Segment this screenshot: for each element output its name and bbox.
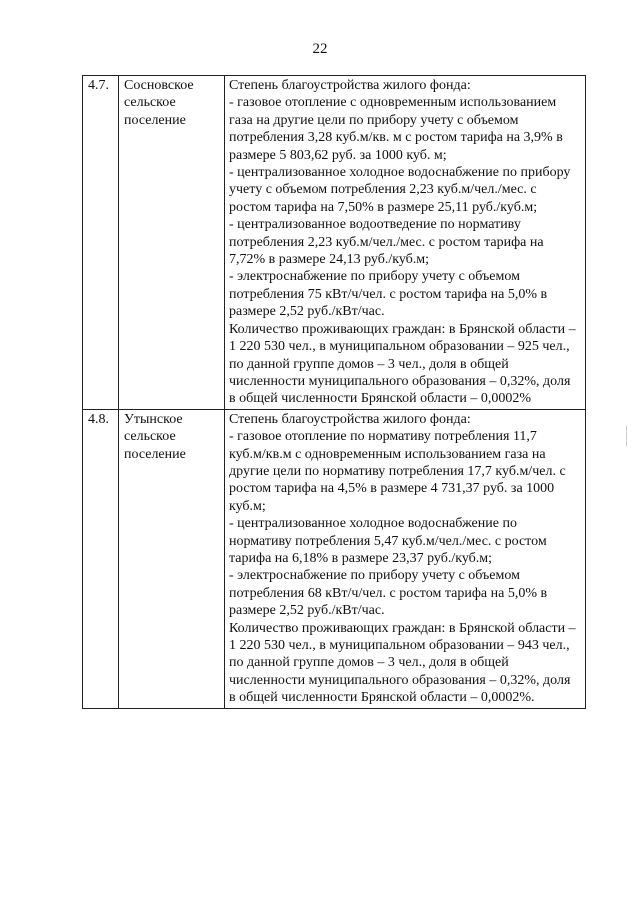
settlement-name: Сосновское сельское поселение xyxy=(119,76,225,410)
description-line: 1 220 530 чел., в муниципальном образовании – 943 чел., xyxy=(229,638,570,653)
description-line: - централизованное холодное водоснабжение по xyxy=(229,516,517,532)
description-line: учету с объемом потребления 2,23 куб.м/чел./мес. с xyxy=(229,182,537,198)
description-line: по данной группе домов – 3 чел., доля в общей xyxy=(229,356,509,372)
description-line: куб.м; xyxy=(229,498,266,514)
description-line: куб.м/кв.м с одновременным использованием газа на xyxy=(229,446,546,462)
description-line: - централизованное водоотведение по нормативу xyxy=(229,217,521,233)
tariff-description xyxy=(225,409,586,708)
scan-margin-mark xyxy=(626,426,627,446)
description-line: Степень благоустройства жилого фонда: xyxy=(229,78,471,93)
table-row xyxy=(83,76,586,410)
description-line: численности муниципального образования – 0,32%, доля xyxy=(229,373,571,389)
description-line: по данной группе домов – 3 чел., доля в общей xyxy=(229,655,509,671)
row-number: 4.8. xyxy=(83,409,119,708)
description-line: тарифа на 6,18% в размере 23,37 руб./куб.м; xyxy=(229,550,493,566)
settlement-name: Утынское сельское поселение xyxy=(119,409,225,708)
description-line: размере 2,52 руб./кВт/час. xyxy=(229,603,385,619)
table-row xyxy=(83,409,586,708)
description-line: 1 220 530 чел., в муниципальном образовании – 925 чел., xyxy=(229,339,570,355)
description-line: размере 5 803,62 руб. за 1000 куб. м; xyxy=(229,147,447,163)
description-line: ростом тарифа на 7,50% в размере 25,11 руб./куб.м; xyxy=(229,199,538,215)
description-line: численности муниципального образования – 0,32%, доля xyxy=(229,672,571,688)
description-line: потребления 2,23 куб.м/чел./мес. с ростом тарифа на xyxy=(229,234,544,250)
table-body xyxy=(83,76,586,709)
description-line: Количество проживающих граждан: в Брянской области – xyxy=(229,620,576,636)
description-line: другие цели по нормативу потребления 17,7 куб.м/чел. с xyxy=(229,463,566,479)
description-line: - газовое отопление по нормативу потребления 11,7 xyxy=(229,429,537,445)
description-line: - электроснабжение по прибору учету с объемом xyxy=(229,568,520,584)
description-line: ростом тарифа на 4,5% в размере 4 731,37 руб. за 1000 xyxy=(229,481,555,497)
description-line: в общей численности Брянской области – 0,0002%. xyxy=(229,690,535,706)
description-line: 7,72% в размере 24,13 руб./куб.м; xyxy=(229,252,430,268)
description-line: Количество проживающих граждан: в Брянской области – xyxy=(229,321,576,337)
description-line: - централизованное холодное водоснабжение по прибору xyxy=(229,165,571,181)
row-number: 4.7. xyxy=(83,76,119,410)
tariff-table xyxy=(82,75,586,709)
description-line: потребления 3,28 куб.м/кв. м с ростом тарифа на 3,9% в xyxy=(229,130,563,146)
page-number: 22 xyxy=(312,41,328,57)
description-line: в общей численности Брянской области – 0,0002% xyxy=(229,391,532,407)
description-line: нормативу потребления 5,47 куб.м/чел./мес. с ростом xyxy=(229,533,547,549)
description-line: газа на другие цели по прибору учету с объемом xyxy=(229,112,519,128)
description-line: потребления 75 кВт/ч/чел. с ростом тарифа на 5,0% в xyxy=(229,286,548,302)
description-line: - электроснабжение по прибору учету с объемом xyxy=(229,269,520,285)
description-line: потребления 68 кВт/ч/чел. с ростом тарифа на 5,0% в xyxy=(229,585,548,601)
description-line: Степень благоустройства жилого фонда: xyxy=(229,411,471,427)
description-line: размере 2,52 руб./кВт/час. xyxy=(229,304,385,320)
tariff-description xyxy=(225,76,586,410)
description-line: - газовое отопление с одновременным использованием xyxy=(229,95,557,111)
